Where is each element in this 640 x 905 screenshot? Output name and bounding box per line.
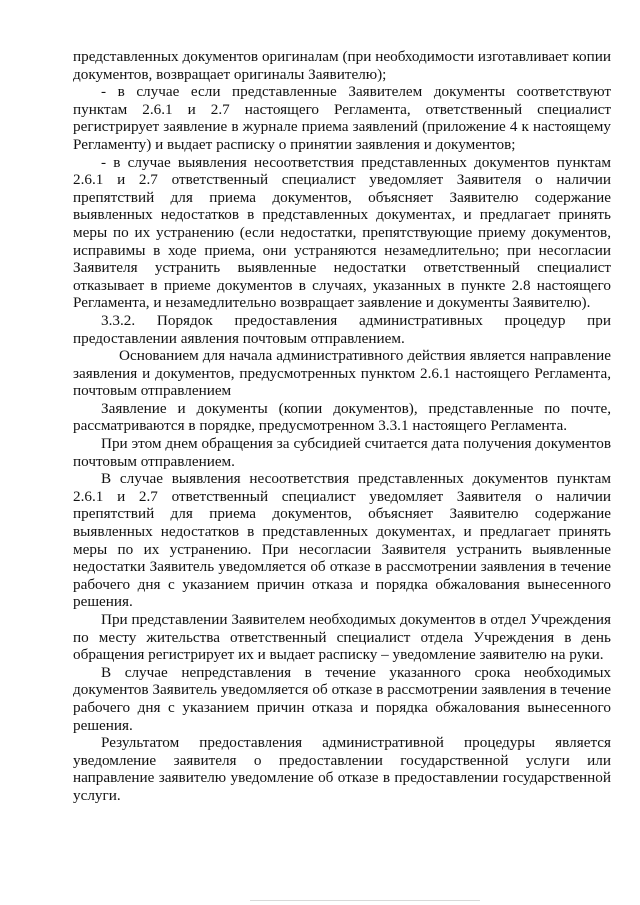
paragraph-postal-review: Заявление и документы (копии документов), представленные по почте, рассматриваются в порядке, предусмотренном 3.3.1 настоящего Регламента. <box>73 399 611 435</box>
paragraph-originals: представленных документов оригиналам (при необходимости изготавливает копии документов, возвращает оригиналы Заявителю); <box>73 48 611 83</box>
paragraph-application-date: При этом днем обращения за субсидией считается дата получения документов почтовым отправлением. <box>73 435 611 470</box>
paragraph-documents-compliant: - в случае если представленные Заявителем документы соответствуют пунктам 2.6.1 и 2.7 настоящего Регламента, ответственный специалист регистрирует заявление в журнале приема заявлений (приложение 4 к настоящему Регламенту) и выдает расписку о принятии заявления и документов; <box>73 83 611 153</box>
paragraph-section-3-3-2: 3.3.2. Порядок предоставления административных процедур при предоставлении аявления почтовым отправлением. <box>73 311 611 347</box>
page-bottom-rule <box>250 900 480 901</box>
paragraph-in-person-submission: При представлении Заявителем необходимых документов в отдел Учреждения по месту жительства ответственный специалист отдела Учреждения в день обращения регистрирует их и выдает расписку – уведомление заявителю на руки. <box>73 611 611 664</box>
paragraph-documents-noncompliant: - в случае выявления несоответствия представленных документов пунктам 2.6.1 и 2.7 ответственный специалист уведомляет Заявителя о наличии препятствий для приема документов, объясняет Заявителю содержание выявленных недостатков в представленных документах, и предлагает принять меры по их устранению (если недостатки, препятствующие приему документов, исправимы в ходе приема, они устраняются незамедлительно; при несогласии Заявителя устранить выявленные недостатки ответственный специалист отказывает в приеме документов в случаях, указанных в пункте 2.8 настоящего Регламента, и незамедлительно возвращает заявление и документы Заявителю). <box>73 153 611 312</box>
paragraph-postal-noncompliance: В случае выявления несоответствия представленных документов пунктам 2.6.1 и 2.7 ответственный специалист уведомляет Заявителя о наличии препятствий для приема документов, объясняет Заявителю содержание выявленных недостатков в представленных документах, и предлагает принять меры по их устранению. При несогласии Заявителя устранить выявленные недостатки Заявитель уведомляется об отказе в рассмотрении заявления в течение рабочего дня с указанием причин отказа и порядка обжалования вынесенного решения. <box>73 470 611 611</box>
paragraph-result: Результатом предоставления административной процедуры является уведомление заявителя о предоставлении государственной услуги или направление заявителю уведомление об отказе в предоставлении государственной услуги. <box>73 734 611 804</box>
document-page <box>73 48 611 805</box>
paragraph-basis: Основанием для начала административного действия является направление заявления и документов, предусмотренных пунктом 2.6.1 настоящего Регламента, почтовым отправлением <box>73 347 611 400</box>
paragraph-nonsubmission: В случае непредставления в течение указанного срока необходимых документов Заявитель уведомляется об отказе в рассмотрении заявления в течение рабочего дня с указанием причин отказа и порядка обжалования вынесенного решения. <box>73 663 611 734</box>
